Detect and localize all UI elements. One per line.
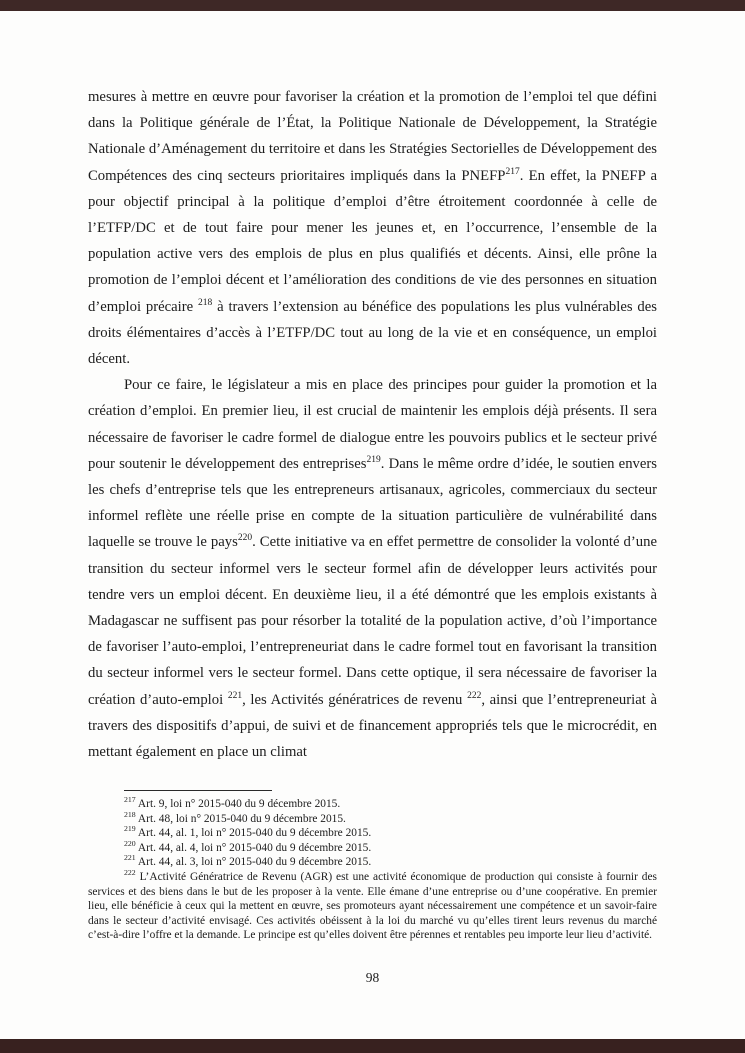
footnote-marker: 221	[124, 853, 136, 863]
footnote: $^{221}$ Art. 44, al. 3, loi n° 2015-040 du 9 décembre 2015.	[124, 853, 372, 869]
footnote-marker: 217	[124, 795, 136, 805]
footnote-area	[88, 790, 657, 943]
page-body	[88, 84, 657, 765]
footnote-ref: 217	[505, 166, 520, 177]
footnote-ref: 219	[366, 454, 381, 465]
footnote: $^{219}$ Art. 44, al. 1, loi n° 2015-040 du 9 décembre 2015.	[124, 824, 372, 840]
footnote-marker: 220	[124, 838, 136, 848]
scan-edge-top	[0, 0, 745, 11]
footnote-ref: 222	[467, 690, 482, 701]
footnote: $^{218}$ Art. 48, loi n° 2015-040 du 9 décembre 2015.	[124, 809, 346, 825]
footnote: $^{222}$ L’Activité Génératrice de Revenu (AGR) est une activité économique de production qui consiste à fournir des services et des biens dans le but de les proposer à la vente. Elle émane d’une entreprise ou d’une coopérative. En premier lieu, elle bénéficie à ceux qui la mettent en œuvre, ses promoteurs ayant nécessairement une compétence et un savoir-faire dans le secteur d’activité envisagé. Ces activités obéissent à la loi du marché vu qu’elles tirent leurs revenus du marché c’est-à-dire l’offre et la demande. Le principe est qu’elles doivent être pérennes et rentables peu importe leur lieu d’activité.	[88, 868, 657, 942]
footnote-ref: 218	[198, 297, 213, 308]
footnote-ref: 220	[237, 533, 253, 544]
footnote-marker: 222	[124, 868, 136, 878]
page-number: 98	[365, 970, 380, 985]
footnote: $^{217}$ Art. 9, loi n° 2015-040 du 9 décembre 2015.	[124, 795, 341, 810]
body-paragraph: mesures à mettre en œuvre pour favoriser la création et la promotion de l’emploi tel que défini dans la Politique générale de l’État, la Politique Nationale de Développement, la Stratégie Nationale d’Aménagement du territoire et dans les Stratégies Sectorielles de Développement des Compétences des cinq secteurs prioritaires impliqués dans la PNEFP$^{217}$. En effet, la PNEFP a pour objectif principal à la politique d’emploi d’être étroitement coordonnée à celle de l’ETFP/DC et de tout faire pour mener les jeunes et, en l’occurrence, l’ensemble de la population active vers des emplois de plus en plus qualifiés et décents. Ainsi, elle prône la promotion de l’emploi décent et l’amélioration des conditions de vie des personnes en situation d’emploi précaire $^{218}$ à travers l’extension au bénéfice des populations les plus vulnérables des droits élémentaires d’accès à l’ETFP/DC tout au long de la vie et en conséquence, un emploi décent.	[88, 89, 658, 368]
body-paragraphs	[88, 84, 657, 765]
scan-edge-bottom	[0, 1039, 745, 1053]
footnotes-list	[88, 797, 657, 943]
footnote-separator	[124, 790, 272, 791]
body-paragraph: Pour ce faire, le législateur a mis en place des principes pour guider la promotion et la création d’emploi. En premier lieu, il est crucial de maintenir les emplois déjà présents. Il sera nécessaire de favoriser le cadre formel de dialogue entre les pouvoirs publics et le secteur privé pour soutenir le développement des entreprises$^{219}$. Dans le même ordre d’idée, le soutien envers les chefs d’entreprise tels que les entrepreneurs artisanaux, agricoles, commerciaux du secteur informel reflète une réelle prise en compte de la situation particulière de vulnérabilité dans laquelle se trouve le pays$^{220}$. Cette initiative va en effet permettre de consolider la volonté d’une transition du secteur informel vers le secteur formel afin de développer leurs activités pour tendre vers un emploi décent. En deuxième lieu, il a été démontré que les emplois existants à Madagascar ne suffisent pas pour résorber la totalité de la population active, d’où l’importance de favoriser l’auto-emploi, l’entrepreneuriat dans le cadre formel tout en favorisant la transition du secteur informel vers le secteur formel. Dans cette optique, il sera nécessaire de favoriser la création d’auto-emploi $^{221}$, les Activités génératrices de revenu $^{222}$, ainsi que l’entrepreneuriat à travers des dispositifs d’appui, de suivi et de financement appropriés tels que le microcrédit, en mettant également en place un climat	[88, 377, 658, 761]
footnote-marker: 218	[124, 809, 136, 819]
footnote: $^{220}$ Art. 44, al. 4, loi n° 2015-040 du 9 décembre 2015.	[124, 838, 372, 854]
footnote-ref: 221	[227, 690, 243, 701]
footnote-marker: 219	[124, 824, 136, 834]
